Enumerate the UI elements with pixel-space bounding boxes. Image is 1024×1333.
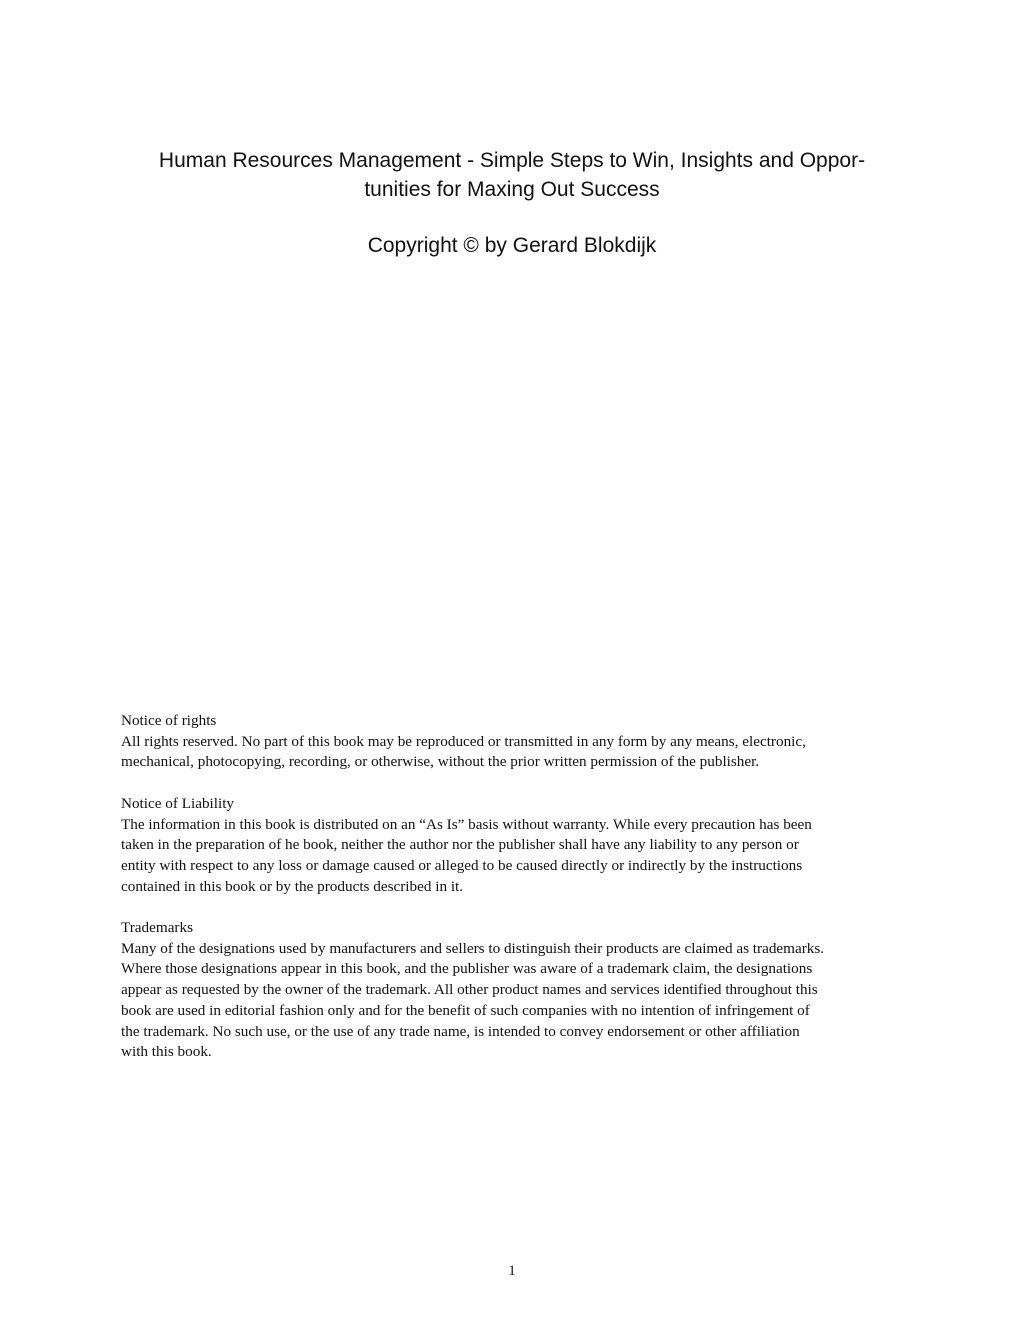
notice-of-rights-line: mechanical, photocopying, recording, or otherwise, without the prior written permission of the publisher. [121, 753, 760, 771]
trademarks-line: appear as requested by the owner of the trademark. All other product names and services identified throughout this [121, 981, 818, 999]
book-title-line-1: Human Resources Management - Simple Steps to Win, Insights and Oppor- [158, 149, 866, 172]
notice-of-liability-heading: Notice of Liability [121, 794, 235, 812]
trademarks-heading: Trademarks [121, 919, 193, 936]
notice-of-liability-line: entity with respect to any loss or damage caused or alleged to be caused directly or indirectly by the instructions [121, 856, 803, 874]
page-number: 1 [508, 1263, 516, 1279]
notice-of-rights-section [121, 711, 901, 773]
trademarks-line: book are used in editorial fashion only and for the benefit of such companies with no intention of infringement of [121, 1001, 810, 1019]
notice-of-liability-line: taken in the preparation of he book, neither the author nor the publisher shall have any liability to any person or [121, 836, 799, 854]
notice-of-liability-section [121, 794, 901, 898]
trademarks-line: Where those designations appear in this book, and the publisher was aware of a trademark claim, the designations [121, 960, 813, 978]
book-title-line-2: tunities for Maxing Out Success [364, 178, 660, 201]
notice-of-rights-line: All rights reserved. No part of this book may be reproduced or transmitted in any form by any means, electronic, [121, 732, 806, 750]
trademarks-line: Many of the designations used by manufacturers and sellers to distinguish their products are claimed as trademarks. [121, 939, 825, 957]
trademarks-line: with this book. [121, 1043, 212, 1061]
legal-notices [121, 711, 901, 1084]
notice-of-rights-heading: Notice of rights [121, 712, 217, 729]
trademarks-section [121, 918, 901, 1063]
trademarks-line: the trademark. No such use, or the use of any trade name, is intended to convey endorsement or other affiliation [121, 1022, 800, 1040]
book-title [100, 146, 924, 204]
notice-of-liability-line: contained in this book or by the products described in it. [121, 877, 464, 895]
notice-of-liability-line: The information in this book is distributed on an “As Is” basis without warranty. While every precaution has been [121, 815, 812, 833]
copyright-line: Copyright © by Gerard Blokdijk [367, 234, 657, 257]
